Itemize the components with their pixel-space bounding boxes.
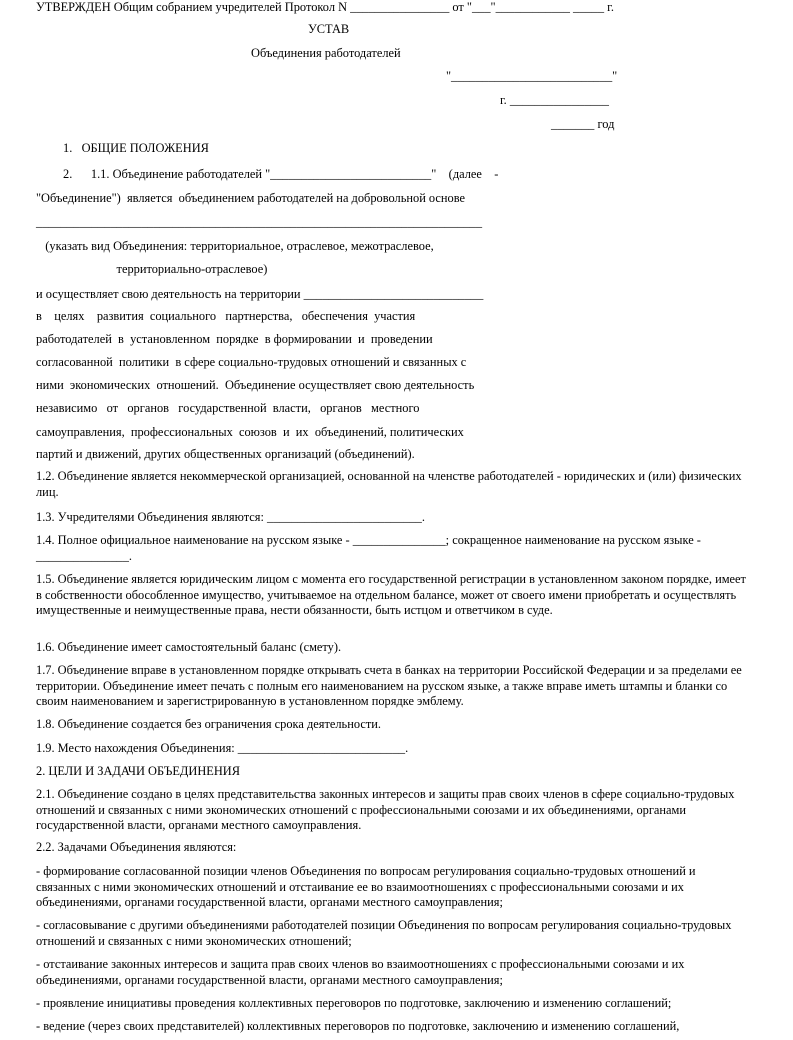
document-subtitle: Объединения работодателей: [251, 46, 401, 60]
paragraph-1-4: 1.4. Полное официальное наименование на русском языке - _______________; сокращенное наименование на русском языке - _______________.: [36, 533, 701, 563]
paragraph-2-1: 2.1. Объединение создано в целях представительства законных интересов и защиты прав своих членов в сфере социально-трудовых отношений и связанных с ними экономических отношений с профессиональными союзами и их объединениями, органами государственной власти, органами местного самоуправления.: [36, 787, 735, 832]
s1-line-4: территориально-отраслевое): [36, 262, 268, 276]
task-item: - проявление инициативы проведения коллективных переговоров по подготовке, заключению и изменению соглашений;: [36, 996, 672, 1010]
s1-line-9: ними экономических отношений. Объединение осуществляет свою деятельность: [36, 378, 475, 392]
paragraph-2-2: 2.2. Задачами Объединения являются:: [36, 840, 237, 854]
task-item: - согласовывание с другими объединениями работодателей позиции Объединения по вопросам регулирования социально-трудовых отношений и связанных с ними экономических отношений;: [36, 918, 732, 948]
paragraph-1-9: 1.9. Место нахождения Объединения: ___________________________.: [36, 741, 409, 755]
s1-line-3: (указать вид Объединения: территориальное, отраслевое, межотраслевое,: [36, 239, 434, 253]
s1-line-1: "Объединение") является объединением работодателей на добровольной основе: [36, 191, 466, 205]
task-item: - отстаивание законных интересов и защита прав своих членов во взаимоотношениях с профессиональными союзами и их объединениями, органами государственной власти, органами местного самоуправления;: [36, 957, 685, 987]
s1-line-7: работодателей в установленном порядке в формировании и проведении: [36, 332, 433, 346]
paragraph-1-3: 1.3. Учредителями Объединения являются: _________________________.: [36, 510, 425, 524]
s1-line-8: согласованной политики в сфере социально-трудовых отношений и связанных с: [36, 355, 467, 369]
s1-line-11: самоуправления, профессиональных союзов и их объединений, политических: [36, 425, 464, 439]
paragraph-1-2: 1.2. Объединение является некоммерческой организацией, основанной на членстве работодателей - юридических и (или) физических лиц.: [36, 469, 742, 499]
approval-line: УТВЕРЖДЕН Общим собранием учредителей Протокол N ________________ от "___"____________ _____ г.: [36, 0, 614, 14]
document-title: УСТАВ: [308, 22, 350, 36]
year-line: _______ год: [551, 117, 615, 131]
s1-line-10: независимо от органов государственной власти, органов местного: [36, 401, 420, 415]
paragraph-1-8: 1.8. Объединение создается без ограничения срока деятельности.: [36, 717, 381, 731]
city-line: г. ________________: [500, 93, 610, 107]
paragraph-1-6: 1.6. Объединение имеет самостоятельный баланс (смету).: [36, 640, 342, 654]
s1-line-6: в целях развития социального партнерства, обеспечения участия: [36, 309, 416, 323]
section-1-heading: 1. ОБЩИЕ ПОЛОЖЕНИЯ: [63, 141, 209, 155]
task-item: - формирование согласованной позиции членов Объединения по вопросам регулирования социально-трудовых отношений и связанных с ними экономических отношений и отстаивание ее во взаимоотношениях с профессиональными союзами и их объединениями, органами государственной власти, органами местного самоуправления;: [36, 864, 696, 909]
s1-line-2: ________________________________________________________________________: [36, 215, 483, 229]
paragraph-1-5: 1.5. Объединение является юридическим лицом с момента его государственной регистрации в установленном законом порядке, имеет в собственности обособленное имущество, учитываемое на отдельном балансе, может от своего имени приобретать и осуществлять имущественные и неимущественные права, нести обязанности, быть истцом и ответчиком в суде.: [36, 572, 746, 617]
paragraph-1-7: 1.7. Объединение вправе в установленном порядке открывать счета в банках на территории Российской Федерации и за пределами ее территории. Объединение имеет печать с полным его наименованием на русском языке, а также вправе иметь штампы и бланки со своим наименованием и зарегистрированную в установленном порядке эмблему.: [36, 663, 742, 708]
task-item: - ведение (через своих представителей) коллективных переговоров по подготовке, заключению и изменению соглашений,: [36, 1019, 680, 1033]
s1-line-0: 2. 1.1. Объединение работодателей "__________________________" (далее -: [63, 167, 499, 181]
organization-name-blank: "__________________________": [446, 69, 618, 83]
s1-line-5: и осуществляет свою деятельность на территории _____________________________: [36, 287, 484, 301]
section-2-heading: 2. ЦЕЛИ И ЗАДАЧИ ОБЪЕДИНЕНИЯ: [36, 764, 240, 778]
s1-line-12: партий и движений, других общественных организаций (объединений).: [36, 447, 415, 461]
